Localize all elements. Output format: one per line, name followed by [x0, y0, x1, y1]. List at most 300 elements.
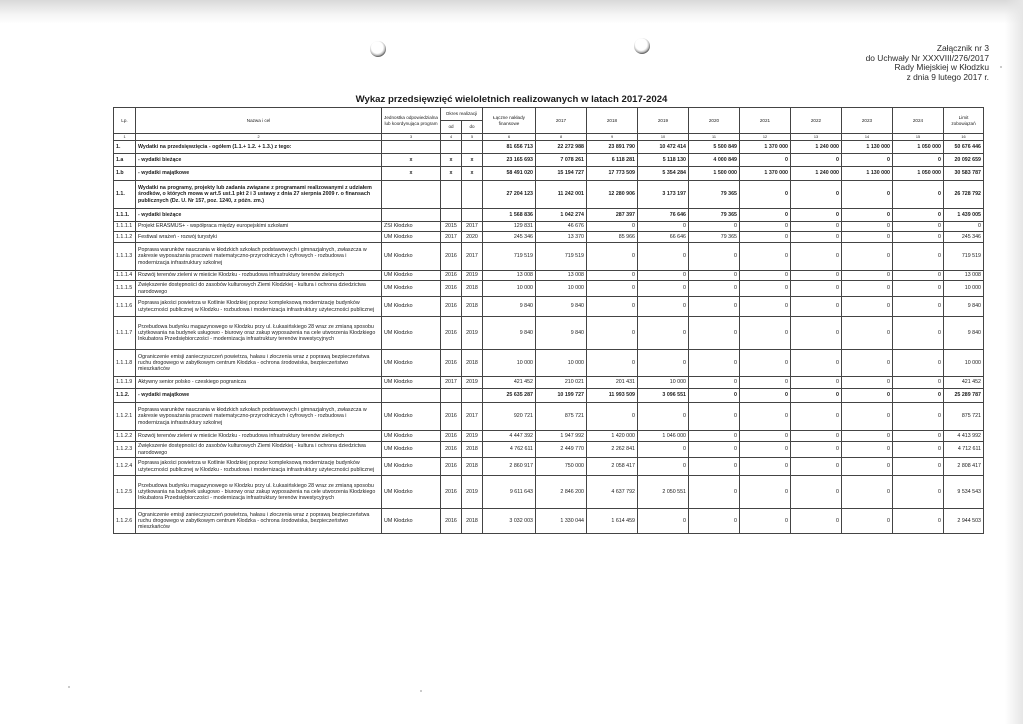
- row-year-value: 0: [740, 377, 791, 389]
- header-year: 2023: [842, 108, 893, 134]
- row-unit: ZSI Kłodzko: [382, 222, 441, 232]
- row-year-value: 0: [791, 154, 842, 167]
- row-year-value: 0: [842, 442, 893, 458]
- table-row: [114, 350, 984, 377]
- header-to: do: [462, 121, 483, 134]
- row-limit: 10 000: [944, 350, 984, 377]
- row-lp: 1.1.2.2: [114, 431, 136, 442]
- row-year-value: 0: [587, 403, 638, 431]
- row-lp: 1.1.: [114, 181, 136, 209]
- row-total: 4 447 392: [483, 431, 536, 442]
- row-name: Wydatki na programy, projekty lub zadania związane z programami realizowanymi z udziałem środków, o których mowa w art.5 ust.1 pkt 2 i 3 ustawy z dnia 27 sierpnia 2009 r. o finansach publicznych (Dz. U. Nr 157, poz. 1240, z późn. zm.): [136, 181, 382, 209]
- scan-speck: [68, 686, 70, 688]
- row-to: 2017: [462, 243, 483, 271]
- row-year-value: 1 046 000: [638, 431, 689, 442]
- row-year-value: 0: [893, 476, 944, 509]
- table-row: [114, 167, 984, 181]
- row-year-value: 66 646: [638, 232, 689, 243]
- row-total: 1 568 836: [483, 209, 536, 222]
- row-year-value: 0: [740, 389, 791, 403]
- row-year-value: 0: [893, 281, 944, 297]
- row-name: Poprawa jakości powietrza w Kotlinie Kłodzkiej poprzez kompleksową modernizację budynków użyteczności publicznej w Kłodzku - rozbudowa i modernizacja infrastruktury użyteczności publicznej: [136, 297, 382, 317]
- row-name: - wydatki bieżące: [136, 209, 382, 222]
- table-body: [114, 141, 984, 534]
- table-row: [114, 442, 984, 458]
- header-from: od: [441, 121, 462, 134]
- row-year-value: 13 370: [536, 232, 587, 243]
- table-row: [114, 154, 984, 167]
- row-year-value: 719 519: [536, 243, 587, 271]
- row-from: 2016: [441, 243, 462, 271]
- table-row: [114, 509, 984, 534]
- header-period: Okres realizacji: [441, 108, 483, 121]
- row-lp: 1.1.2.1: [114, 403, 136, 431]
- row-name: - wydatki bieżące: [136, 154, 382, 167]
- row-from: 2016: [441, 317, 462, 350]
- row-year-value: 0: [893, 403, 944, 431]
- row-total: 719 519: [483, 243, 536, 271]
- header-year: 2017: [536, 108, 587, 134]
- annex-line: z dnia 9 lutego 2017 r.: [906, 71, 989, 82]
- row-total: 10 000: [483, 281, 536, 297]
- row-year-value: 0: [587, 297, 638, 317]
- row-total: 920 721: [483, 403, 536, 431]
- row-name: Festiwal wrażeń - rozwój turystyki: [136, 232, 382, 243]
- row-year-value: 875 721: [536, 403, 587, 431]
- row-unit: UM Kłodzko: [382, 317, 441, 350]
- row-year-value: 0: [791, 209, 842, 222]
- row-lp: 1.1.2.5: [114, 476, 136, 509]
- punch-hole-icon: [634, 38, 650, 54]
- row-year-value: 0: [740, 243, 791, 271]
- row-year-value: 0: [893, 377, 944, 389]
- row-year-value: 0: [689, 350, 740, 377]
- row-total: 2 860 917: [483, 458, 536, 476]
- row-limit: 0: [944, 222, 984, 232]
- header-lp: Lp.: [114, 108, 136, 134]
- row-year-value: 0: [587, 281, 638, 297]
- row-year-value: 0: [689, 431, 740, 442]
- row-year-value: 0: [893, 317, 944, 350]
- row-from: 2016: [441, 431, 462, 442]
- row-from: 2016: [441, 297, 462, 317]
- row-year-value: 0: [740, 350, 791, 377]
- row-year-value: 0: [689, 442, 740, 458]
- row-year-value: 0: [893, 243, 944, 271]
- row-limit: 245 346: [944, 232, 984, 243]
- row-to: 2018: [462, 458, 483, 476]
- row-to: 2018: [462, 442, 483, 458]
- table-row: [114, 281, 984, 297]
- row-year-value: 0: [893, 181, 944, 209]
- header-total: Łączne nakłady finansowe: [483, 108, 536, 134]
- row-limit: 4 413 992: [944, 431, 984, 442]
- row-year-value: 9 840: [536, 317, 587, 350]
- row-year-value: 0: [638, 281, 689, 297]
- table-row: [114, 222, 984, 232]
- row-year-value: 0: [740, 297, 791, 317]
- row-year-value: 3 173 197: [638, 181, 689, 209]
- table-row: [114, 232, 984, 243]
- row-unit: UM Kłodzko: [382, 442, 441, 458]
- row-unit: [382, 389, 441, 403]
- column-number: 1: [114, 134, 136, 141]
- scan-speck: [1000, 66, 1002, 68]
- row-lp: 1.b: [114, 167, 136, 181]
- row-year-value: 0: [842, 403, 893, 431]
- row-year-value: 0: [791, 232, 842, 243]
- row-year-value: 0: [842, 154, 893, 167]
- row-lp: 1.1.1.8: [114, 350, 136, 377]
- header-year: 2020: [689, 108, 740, 134]
- row-lp: 1.1.1.7: [114, 317, 136, 350]
- row-limit: 1 439 005: [944, 209, 984, 222]
- row-year-value: 6 118 281: [587, 154, 638, 167]
- row-year-value: 0: [689, 509, 740, 534]
- row-year-value: 0: [740, 271, 791, 281]
- row-name: - wydatki majątkowe: [136, 167, 382, 181]
- header-year: 2022: [791, 108, 842, 134]
- row-year-value: 0: [791, 317, 842, 350]
- column-number: 2: [136, 134, 382, 141]
- row-year-value: 0: [587, 271, 638, 281]
- row-limit: 10 000: [944, 281, 984, 297]
- row-year-value: 0: [893, 431, 944, 442]
- row-year-value: 0: [689, 458, 740, 476]
- row-unit: [382, 141, 441, 154]
- header-year: 2018: [587, 108, 638, 134]
- row-year-value: 0: [791, 281, 842, 297]
- row-year-value: 0: [740, 431, 791, 442]
- row-year-value: 0: [587, 350, 638, 377]
- row-to: 2017: [462, 222, 483, 232]
- row-year-value: 0: [842, 509, 893, 534]
- row-year-value: 0: [587, 317, 638, 350]
- row-year-value: 0: [893, 271, 944, 281]
- column-number: 9: [587, 134, 638, 141]
- row-to: 2020: [462, 232, 483, 243]
- row-total: 9 840: [483, 297, 536, 317]
- row-year-value: 0: [791, 243, 842, 271]
- annex-line: do Uchwały Nr XXXVIII/276/2017: [865, 52, 989, 63]
- row-year-value: 0: [842, 389, 893, 403]
- row-year-value: 2 449 770: [536, 442, 587, 458]
- row-limit: 30 583 787: [944, 167, 984, 181]
- row-year-value: 0: [740, 476, 791, 509]
- row-from: 2016: [441, 442, 462, 458]
- row-year-value: 9 840: [536, 297, 587, 317]
- row-year-value: 0: [791, 222, 842, 232]
- row-year-value: 79 365: [689, 209, 740, 222]
- row-name: Ograniczenie emisji zanieczyszczeń powietrza, hałasu i złoczenia wraz z poprawą bezpieczeństwa ruchu drogowego w zabytkowym centrum Kłodzka - ochrona środowiska, bezpieczeństwo mieszkańców: [136, 509, 382, 534]
- row-year-value: 10 472 414: [638, 141, 689, 154]
- row-to: 2018: [462, 509, 483, 534]
- row-year-value: 7 078 261: [536, 154, 587, 167]
- row-unit: UM Kłodzko: [382, 476, 441, 509]
- row-lp: 1.1.2.3: [114, 442, 136, 458]
- row-year-value: 0: [740, 509, 791, 534]
- row-lp: 1.1.1.3: [114, 243, 136, 271]
- row-year-value: 85 966: [587, 232, 638, 243]
- table-row: [114, 271, 984, 281]
- row-year-value: 10 199 727: [536, 389, 587, 403]
- row-year-value: 2 050 551: [638, 476, 689, 509]
- row-year-value: 750 000: [536, 458, 587, 476]
- row-limit: 875 721: [944, 403, 984, 431]
- row-year-value: 0: [689, 222, 740, 232]
- row-total: 421 452: [483, 377, 536, 389]
- header-name: Nazwa i cel: [136, 108, 382, 134]
- row-name: Zwiększenie dostępności do zasobów kulturowych Ziemi Kłodzkiej - kultura i ochrona dziedzictwa narodowego: [136, 442, 382, 458]
- table-row: [114, 297, 984, 317]
- row-year-value: 0: [689, 271, 740, 281]
- row-name: - wydatki majątkowe: [136, 389, 382, 403]
- row-year-value: 0: [842, 350, 893, 377]
- row-name: Poprawa warunków nauczania w kłodzkich szkołach podstawowych i gimnazjalnych, zwłaszcza w zakresie wyposażania pracowni matematyczno-przyrodniczych i cyfrowych - rozbudowa i modernizacja infrastruktury szkolnej: [136, 403, 382, 431]
- row-year-value: 0: [791, 442, 842, 458]
- row-year-value: 5 500 849: [689, 141, 740, 154]
- row-year-value: 0: [842, 458, 893, 476]
- table-row: [114, 476, 984, 509]
- row-year-value: 1 614 459: [587, 509, 638, 534]
- row-year-value: 1 947 992: [536, 431, 587, 442]
- row-from: 2016: [441, 458, 462, 476]
- row-total: 3 032 003: [483, 509, 536, 534]
- row-limit: 9 534 543: [944, 476, 984, 509]
- table-row: [114, 141, 984, 154]
- row-year-value: 0: [689, 403, 740, 431]
- row-to: 2019: [462, 317, 483, 350]
- row-from: 2016: [441, 476, 462, 509]
- row-year-value: 13 008: [536, 271, 587, 281]
- row-unit: UM Kłodzko: [382, 271, 441, 281]
- row-year-value: 1 370 000: [740, 141, 791, 154]
- row-to: x: [462, 167, 483, 181]
- row-to: 2019: [462, 377, 483, 389]
- table-row: [114, 458, 984, 476]
- row-unit: UM Kłodzko: [382, 350, 441, 377]
- row-unit: UM Kłodzko: [382, 377, 441, 389]
- row-year-value: 0: [638, 317, 689, 350]
- row-year-value: 76 646: [638, 209, 689, 222]
- row-year-value: 1 050 000: [893, 167, 944, 181]
- row-lp: 1.1.1.6: [114, 297, 136, 317]
- row-year-value: 1 240 000: [791, 141, 842, 154]
- row-from: [441, 209, 462, 222]
- table-header: [114, 108, 984, 141]
- row-year-value: 0: [791, 350, 842, 377]
- row-year-value: 0: [740, 458, 791, 476]
- column-number: 15: [893, 134, 944, 141]
- annex-line: Rady Miejskiej w Kłodzku: [894, 62, 989, 73]
- header-unit: Jednostka odpowiedzialna lub koordynująca program: [382, 108, 441, 134]
- row-total: 245 346: [483, 232, 536, 243]
- row-name: Przebudowa budynku magazynowego w Kłodzku przy ul. Łukasińskiego 28 wraz ze zmianą sposobu użytkowania na budynek usługowo - biurowy oraz zakup wyposażenia na cele utworzenia Kłodzkiego Inkubatora Przedsiębiorczości - modernizacja infrastruktury terenów inwestycyjnych: [136, 476, 382, 509]
- row-year-value: 1 370 000: [740, 167, 791, 181]
- column-number: 12: [740, 134, 791, 141]
- table-row: [114, 243, 984, 271]
- row-to: x: [462, 154, 483, 167]
- row-year-value: 201 431: [587, 377, 638, 389]
- row-year-value: 0: [842, 431, 893, 442]
- row-year-value: 0: [740, 403, 791, 431]
- row-year-value: 210 021: [536, 377, 587, 389]
- row-year-value: 1 042 274: [536, 209, 587, 222]
- row-year-value: 0: [842, 222, 893, 232]
- row-unit: x: [382, 154, 441, 167]
- table-row: [114, 209, 984, 222]
- row-limit: 421 452: [944, 377, 984, 389]
- row-lp: 1.1.1.9: [114, 377, 136, 389]
- row-year-value: 79 365: [689, 232, 740, 243]
- row-from: 2017: [441, 232, 462, 243]
- row-unit: UM Kłodzko: [382, 509, 441, 534]
- row-total: 10 000: [483, 350, 536, 377]
- row-to: 2019: [462, 431, 483, 442]
- row-year-value: 0: [893, 389, 944, 403]
- row-year-value: 0: [638, 222, 689, 232]
- column-number: 13: [791, 134, 842, 141]
- row-year-value: 0: [791, 389, 842, 403]
- table-row: [114, 377, 984, 389]
- row-year-value: 10 000: [536, 350, 587, 377]
- row-year-value: 0: [893, 350, 944, 377]
- row-year-value: 11 993 509: [587, 389, 638, 403]
- row-to: 2017: [462, 403, 483, 431]
- row-limit: 50 676 446: [944, 141, 984, 154]
- row-year-value: 15 194 727: [536, 167, 587, 181]
- row-name: Ograniczenie emisji zanieczyszczeń powietrza, hałasu i złoczenia wraz z poprawą bezpieczeństwa ruchu drogowego w zabytkowym centrum Kłodzka - ochrona środowiska, bezpieczeństwo mieszkańców: [136, 350, 382, 377]
- row-to: [462, 209, 483, 222]
- row-year-value: 4 000 849: [689, 154, 740, 167]
- row-unit: UM Kłodzko: [382, 403, 441, 431]
- row-year-value: 0: [689, 377, 740, 389]
- row-year-value: 0: [791, 476, 842, 509]
- row-year-value: 0: [740, 281, 791, 297]
- row-year-value: 5 354 284: [638, 167, 689, 181]
- row-year-value: 4 637 792: [587, 476, 638, 509]
- column-number: 16: [944, 134, 984, 141]
- row-total: 13 008: [483, 271, 536, 281]
- row-limit: 2 808 417: [944, 458, 984, 476]
- row-unit: x: [382, 167, 441, 181]
- row-year-value: 0: [638, 350, 689, 377]
- column-number: 14: [842, 134, 893, 141]
- row-year-value: 0: [791, 297, 842, 317]
- row-year-value: 0: [893, 458, 944, 476]
- row-year-value: 0: [740, 209, 791, 222]
- row-year-value: 0: [791, 403, 842, 431]
- row-limit: 13 008: [944, 271, 984, 281]
- row-total: 9 840: [483, 317, 536, 350]
- row-year-value: 12 280 906: [587, 181, 638, 209]
- punch-hole-icon: [370, 41, 386, 57]
- row-unit: UM Kłodzko: [382, 232, 441, 243]
- row-limit: 25 289 787: [944, 389, 984, 403]
- row-name: Projekt ERASMUS+ - współpraca między europejskimi szkołami: [136, 222, 382, 232]
- row-year-value: 0: [587, 222, 638, 232]
- row-year-value: 1 130 000: [842, 141, 893, 154]
- row-limit: 9 840: [944, 317, 984, 350]
- row-year-value: 0: [638, 297, 689, 317]
- row-name: Poprawa warunków nauczania w kłodzkich szkołach podstawowych i gimnazjalnych, zwłaszcza w zakresie wyposażania pracowni matematyczno-przyrodniczych i cyfrowych - rozbudowa i modernizacja infrastruktury szkolnej: [136, 243, 382, 271]
- row-year-value: 1 500 000: [689, 167, 740, 181]
- row-lp: 1.1.1.1: [114, 222, 136, 232]
- row-from: [441, 389, 462, 403]
- row-year-value: 0: [791, 181, 842, 209]
- row-from: x: [441, 167, 462, 181]
- row-to: [462, 141, 483, 154]
- row-from: 2015: [441, 222, 462, 232]
- row-to: 2019: [462, 271, 483, 281]
- row-year-value: 0: [842, 271, 893, 281]
- row-from: [441, 181, 462, 209]
- row-year-value: 2 058 417: [587, 458, 638, 476]
- row-name: Przebudowa budynku magazynowego w Kłodzku przy ul. Łukasińskiego 28 wraz ze zmianą sposobu użytkowania na budynek usługowo - biurowy oraz zakup wyposażenia na cele utworzenia Kłodzkiego Inkubatora Przedsiębiorczości - modernizacja infrastruktury terenów inwestycyjnych: [136, 317, 382, 350]
- row-year-value: 0: [740, 232, 791, 243]
- column-number: 5: [462, 134, 483, 141]
- row-year-value: 0: [689, 476, 740, 509]
- column-number: 6: [483, 134, 536, 141]
- row-to: [462, 181, 483, 209]
- row-unit: UM Kłodzko: [382, 281, 441, 297]
- row-name: Rozwój terenów zieleni w mieście Kłodzku - rozbudowa infrastruktury terenów zielonych: [136, 431, 382, 442]
- row-to: 2018: [462, 350, 483, 377]
- row-year-value: 0: [638, 243, 689, 271]
- row-year-value: 2 846 200: [536, 476, 587, 509]
- row-year-value: 2 262 841: [587, 442, 638, 458]
- row-year-value: 0: [587, 243, 638, 271]
- row-year-value: 0: [740, 154, 791, 167]
- row-from: 2016: [441, 403, 462, 431]
- row-year-value: 0: [740, 317, 791, 350]
- row-name: Wydatki na przedsięwzięcia - ogółem (1.1.+ 1.2. + 1.3.) z tego:: [136, 141, 382, 154]
- row-total: 4 762 611: [483, 442, 536, 458]
- row-year-value: 287 397: [587, 209, 638, 222]
- row-year-value: 0: [638, 403, 689, 431]
- row-year-value: 1 240 000: [791, 167, 842, 181]
- row-year-value: 0: [638, 271, 689, 281]
- row-year-value: 0: [740, 442, 791, 458]
- table-row: [114, 389, 984, 403]
- row-year-value: 0: [689, 297, 740, 317]
- row-year-value: 0: [893, 209, 944, 222]
- row-year-value: 0: [791, 509, 842, 534]
- row-lp: 1.1.1.2: [114, 232, 136, 243]
- column-number: 4: [441, 134, 462, 141]
- row-from: 2016: [441, 509, 462, 534]
- row-year-value: 0: [893, 154, 944, 167]
- row-unit: [382, 209, 441, 222]
- row-year-value: 0: [842, 232, 893, 243]
- row-to: [462, 389, 483, 403]
- row-unit: UM Kłodzko: [382, 431, 441, 442]
- row-year-value: 0: [893, 442, 944, 458]
- row-year-value: 1 330 044: [536, 509, 587, 534]
- table-row: [114, 181, 984, 209]
- row-to: 2018: [462, 281, 483, 297]
- row-year-value: 0: [740, 181, 791, 209]
- row-total: 129 831: [483, 222, 536, 232]
- row-lp: 1.1.1.: [114, 209, 136, 222]
- row-year-value: 0: [791, 431, 842, 442]
- row-year-value: 0: [638, 442, 689, 458]
- row-year-value: 10 000: [638, 377, 689, 389]
- column-number: 11: [689, 134, 740, 141]
- row-lp: 1.a: [114, 154, 136, 167]
- row-from: 2016: [441, 350, 462, 377]
- row-year-value: 0: [842, 209, 893, 222]
